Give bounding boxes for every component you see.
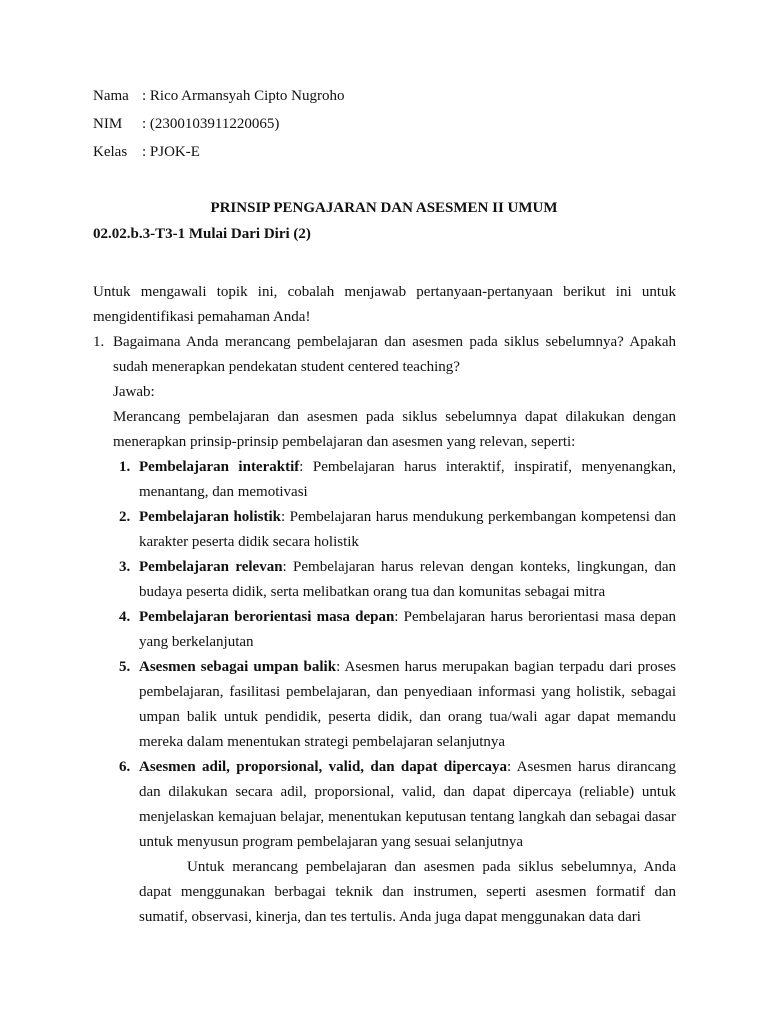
list-item-term: Pembelajaran berorientasi masa depan xyxy=(139,609,395,625)
list-item-term: Pembelajaran interaktif xyxy=(139,459,300,475)
list-item xyxy=(93,605,676,655)
list-item-desc: : Asesmen harus dirancang dan dilakukan secara adil, proporsional, valid, dan dapat dipercaya (reliable) untuk menjelaskan kemajuan belajar, menentukan keputusan tentang langkah dan sebagai dasar untuk menyusun program pembelajaran yang sesuai selanjutnya xyxy=(139,759,676,850)
document-title: PRINSIP PENGAJARAN DAN ASESMEN II UMUM xyxy=(210,200,558,216)
document-body xyxy=(93,280,676,930)
name-row xyxy=(93,87,345,115)
document-subtitle: 02.02.b.3-T3-1 Mulai Dari Diri (2) xyxy=(93,226,311,242)
question-text: Bagaimana Anda merancang pembelajaran dan asesmen pada siklus sebelumnya? Apakah sudah menerapkan pendekatan student centered teaching? xyxy=(113,334,676,375)
list-item-desc: : Pembelajaran harus relevan dengan konteks, lingkungan, dan budaya peserta didik, serta melibatkan orang tua dan komunitas sebagai mitra xyxy=(139,559,676,600)
list-item-desc: : Pembelajaran harus mendukung perkembangan kompetensi dan karakter peserta didik secara holistik xyxy=(139,509,676,550)
list-item-number: 1. xyxy=(119,459,131,475)
class-row xyxy=(93,143,345,171)
list-item xyxy=(93,655,676,755)
name-value: : Rico Armansyah Cipto Nugroho xyxy=(142,88,345,104)
list-item-number: 5. xyxy=(119,659,131,675)
list-item xyxy=(93,505,676,555)
list-item-term: Asesmen sebagai umpan balik xyxy=(139,659,337,675)
intro-paragraph: Untuk mengawali topik ini, cobalah menjawab pertanyaan-pertanyaan berikut ini untuk mengidentifikasi pemahaman Anda! xyxy=(93,284,676,325)
nim-row xyxy=(93,115,345,143)
list-item-term: Asesmen adil, proporsional, valid, dan dapat dipercaya xyxy=(139,759,507,775)
list-item-desc: : Pembelajaran harus interaktif, inspiratif, menyenangkan, menantang, dan memotivasi xyxy=(139,459,676,500)
list-item-number: 6. xyxy=(119,759,131,775)
closing-paragraph: Untuk merancang pembelajaran dan asesmen pada siklus sebelumnya, Anda dapat menggunakan berbagai teknik dan instrumen, seperti asesmen formatif dan sumatif, observasi, kinerja, dan tes tertulis. Anda juga dapat menggunakan data dari xyxy=(139,859,676,925)
list-item-number: 4. xyxy=(119,609,131,625)
question-number: 1. xyxy=(93,334,105,350)
list-item-desc: : Pembelajaran harus berorientasi masa depan yang berkelanjutan xyxy=(139,609,676,650)
name-label: Nama xyxy=(93,88,129,104)
list-item xyxy=(93,455,676,505)
nim-label: NIM xyxy=(93,116,123,132)
question-item xyxy=(93,330,676,455)
list-item-term: Pembelajaran holistik xyxy=(139,509,281,525)
answer-intro: Merancang pembelajaran dan asesmen pada siklus sebelumnya dapat dilakukan dengan menerapkan prinsip-prinsip pembelajaran dan asesmen yang relevan, seperti: xyxy=(113,409,676,450)
nim-value: : (2300103911220065) xyxy=(142,116,280,132)
list-item xyxy=(93,555,676,605)
list-item-term: Pembelajaran relevan xyxy=(139,559,283,575)
answer-label: Jawab: xyxy=(113,384,155,400)
principles-list xyxy=(93,455,676,855)
list-item-number: 2. xyxy=(119,509,131,525)
identity-header xyxy=(93,87,345,171)
question-content xyxy=(113,330,676,455)
list-item-desc: : Asesmen harus merupakan bagian terpadu dari proses pembelajaran, fasilitasi pembelajaran, dan penyediaan informasi yang holistik, sebagai umpan balik untuk pendidik, peserta didik, dan orang tua/wali agar dapat memandu mereka dalam menentukan strategi pembelajaran selanjutnya xyxy=(139,659,676,750)
list-item xyxy=(93,755,676,855)
class-label: Kelas xyxy=(93,144,128,160)
class-value: : PJOK-E xyxy=(142,144,200,160)
list-item-number: 3. xyxy=(119,559,131,575)
